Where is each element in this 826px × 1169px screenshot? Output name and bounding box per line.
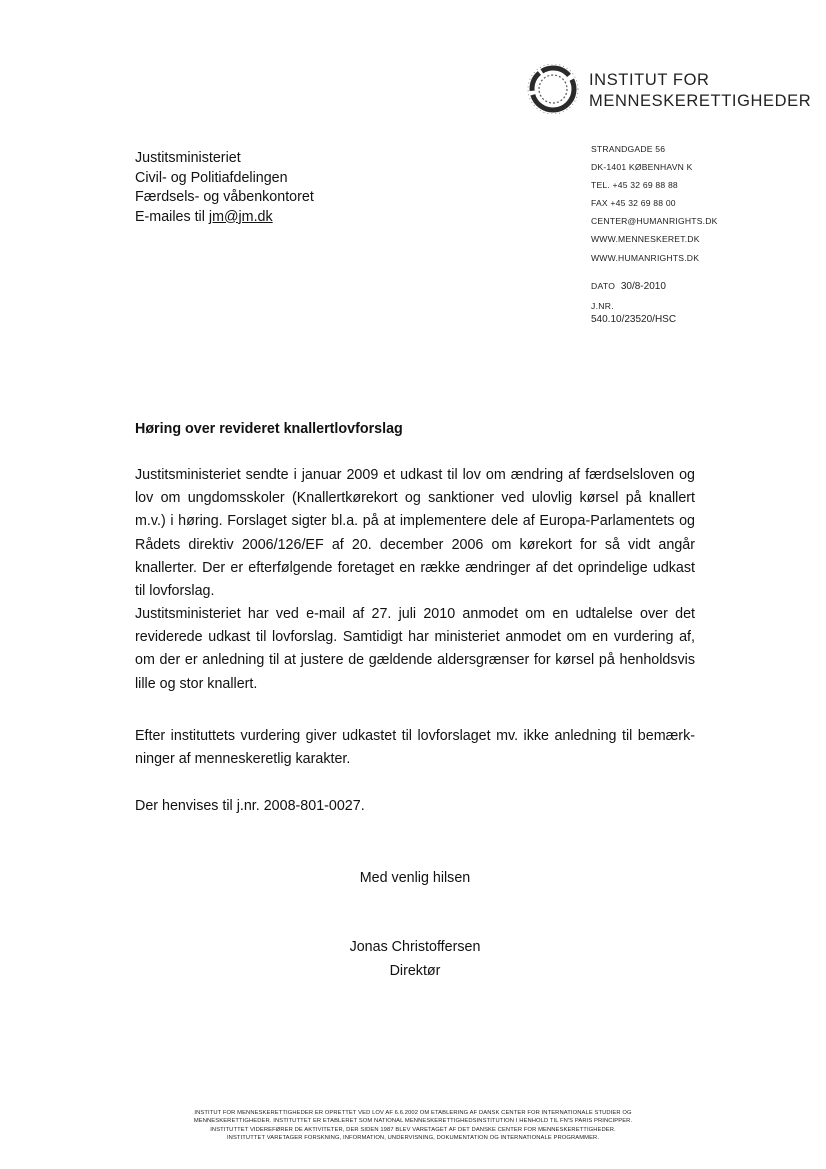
date-label: DATO [591,281,616,291]
institute-name-line1: INSTITUT FOR [589,71,710,89]
footer-line1: INSTITUT FOR MENNESKERETTIGHEDER ER OPRETTET VED LOV AF 6.6.2002 OM ETABLERING AF DANSK CENTER FOR INTERNATIONALE STUDIER OG [194,1110,632,1116]
sender-phone: TEL. +45 32 69 88 88 [591,180,678,191]
signer-name: Jonas Christoffersen [349,939,481,955]
jnr-value: 540.10/23520/HSC [591,314,677,325]
sender-address: STRANDGADE 56 [591,144,666,154]
paragraph-4: Der henvises til j.nr. 2008-801-0027. [135,798,365,814]
footer-line4: INSTITUTTET VARETAGER FORSKNING, INFORMATION, UNDERVISNING, DOKUMENTATION OG INTERNATIONALE PROGRAMMER. [226,1135,600,1142]
greeting: Med venlig hilsen [359,870,471,886]
sender-web2: WWW.HUMANRIGHTS.DK [591,252,700,263]
recipient-email-link[interactable]: jm@jm.dk [208,208,273,225]
sender-city: DK-1401 KØBENHAVN K [591,162,693,173]
email-prefix: E-mailes til [135,208,209,225]
jnr-label: J.NR. [591,301,614,311]
recipient-line1: Justitsministeriet [135,150,241,166]
recipient-email-line [135,208,314,228]
date-value: 30/8-2010 [620,281,666,292]
sender-email: CENTER@HUMANRIGHTS.DK [591,216,718,227]
paragraph-2: Justitsministeriet har ved e-mail af 27. juli 2010 anmodet om en udtalelse over det reviderede udkast til lovforslag. Samtidigt har ministeriet anmodet om en vurdering af, om der er anledning til at justere de gældende aldersgrænser for kørsel på henholdsvis lille og stor knallert. [135,606,695,692]
institute-name [589,70,811,112]
legal-footer [100,1109,726,1143]
recipient-address [135,149,314,227]
footer-line2: MENNESKERETTIGHEDER. INSTITUTTET ER ETABLERET SOM NATIONAL MENNESKERETTIGHEDSINSTITUTION I HENHOLD TIL FN'S PARIS PRINCIPPER. [193,1118,633,1125]
date-line [591,281,666,292]
sender-contact [591,140,718,267]
institute-name-line2: MENNESKERETTIGHEDER [589,92,812,110]
sender-web1: WWW.MENNESKERET.DK [591,234,700,245]
signer-title: Direktør [389,963,441,979]
letter-subject: Høring over revideret knallertlovforslag [135,421,403,437]
footer-line3: INSTITUTTET VIDEREFØRER DE AKTIVITETER, DER SIDEN 1987 BLEV VARETAGET AF DET DANSKE CENTER FOR MENNESKERETTIGHEDER. [210,1126,616,1133]
emblem-ring-icon [526,64,580,114]
paragraph-1: Justitsministeriet sendte i januar 2009 et udkast til lov om ændring af færdselsloven og lov om ungdomsskoler (Knallertkørekort og sanktioner ved ulovlig kørsel på knallert m.v.) i høring. Forslaget sigter bl.a. på at implementere dele af Europa-Parlamentets og Rådets direktiv 2006/126/EF af 20. december 2006 om kørekort for så vidt angår knallerter. Der er efterfølgende foretaget en række ændringer af det oprindelige udkast til lovforslag. [135,467,695,600]
sender-fax: FAX +45 32 69 88 00 [591,198,676,209]
paragraph-3: Efter instituttets vurdering giver udkastet til lovforslaget mv. ikke anledning til bemærkninger af menneskeretlig karakter. [135,728,695,768]
institute-logo [526,64,816,114]
recipient-line3: Færdsels- og våbenkontoret [135,189,314,205]
recipient-line2: Civil- og Politiafdelingen [135,169,288,186]
